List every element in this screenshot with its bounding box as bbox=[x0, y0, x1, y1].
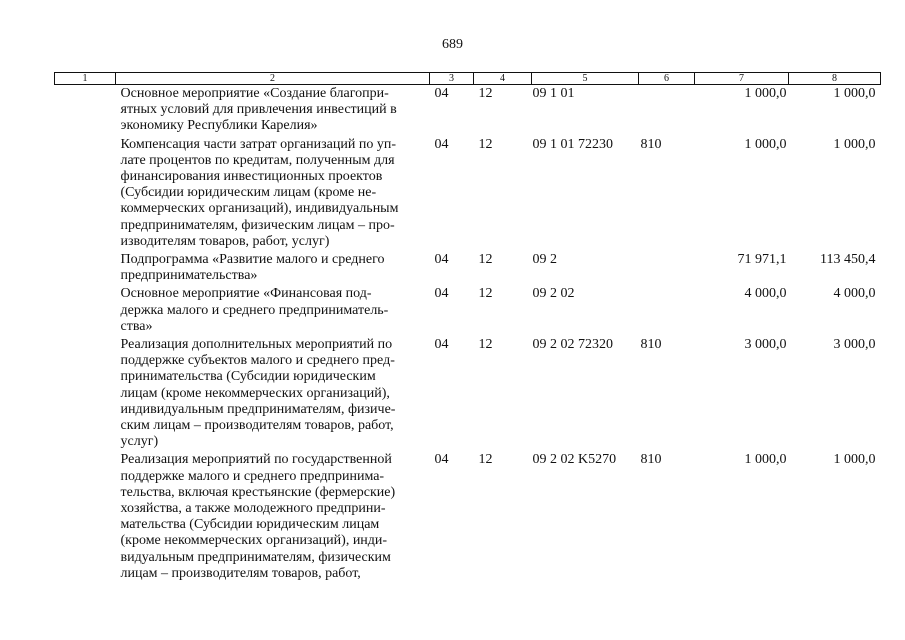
amount-year1-cell: 1 000,0 bbox=[744, 86, 787, 101]
row-name-line: Компенсация части затрат организаций по уп- bbox=[120, 136, 396, 152]
row-name-line: ским лицам – производителям товаров, работ, bbox=[120, 418, 394, 434]
row-name-line: ства» bbox=[120, 318, 153, 334]
row-name-cell bbox=[116, 251, 430, 285]
row-code-cell bbox=[55, 251, 116, 285]
amount-year2-cell: 1 000,0 bbox=[833, 136, 876, 152]
column-number-2: 2 bbox=[116, 73, 430, 85]
amount-year2-cell: 1 000,0 bbox=[833, 86, 876, 101]
row-name-line: экономику Республики Карелия» bbox=[120, 118, 318, 134]
subsection-code-cell: 12 bbox=[478, 452, 493, 468]
amount-year2-cell: 3 000,0 bbox=[833, 337, 876, 353]
column-number-1: 1 bbox=[55, 73, 116, 85]
subsection-code-cell: 12 bbox=[478, 337, 493, 353]
column-number-7: 7 bbox=[695, 73, 789, 85]
row-name-line: поддержке малого и среднего предпринима- bbox=[120, 468, 385, 484]
row-code-cell bbox=[55, 285, 116, 336]
column-number-8: 8 bbox=[789, 73, 881, 85]
row-name-line: индивидуальным предпринимателям, физиче- bbox=[120, 401, 396, 417]
table-row bbox=[55, 285, 881, 336]
budget-table-body bbox=[55, 85, 881, 584]
target-article-cell: 09 1 01 bbox=[532, 86, 575, 101]
row-name-line: Основное мероприятие «Создание благопри- bbox=[120, 86, 389, 101]
amount-year1-cell: 1 000,0 bbox=[744, 136, 787, 152]
section-code-cell: 04 bbox=[434, 337, 449, 353]
page-number: 689 bbox=[442, 37, 463, 52]
section-code-cell: 04 bbox=[434, 452, 449, 468]
table-row bbox=[55, 251, 881, 285]
row-name-line: хозяйства, а также молодежного предприни- bbox=[120, 501, 386, 517]
table-row bbox=[55, 85, 881, 136]
expense-type-cell: 810 bbox=[640, 337, 662, 353]
expense-type-cell bbox=[639, 285, 695, 336]
section-code-cell: 04 bbox=[434, 252, 449, 268]
budget-table bbox=[54, 72, 881, 583]
section-code-cell: 04 bbox=[434, 86, 449, 101]
row-name-cell bbox=[116, 336, 430, 451]
amount-year2-cell: 4 000,0 bbox=[833, 286, 876, 302]
row-name-line: держка малого и среднего предприниматель- bbox=[120, 302, 389, 318]
target-article-cell: 09 1 01 72230 bbox=[532, 136, 613, 152]
row-name-line: (кроме некоммерческих организаций), инди- bbox=[120, 533, 388, 549]
amount-year2-cell: 1 000,0 bbox=[833, 452, 876, 468]
row-name-line: изводителям товаров, работ, услуг) bbox=[120, 233, 330, 249]
amount-year1-cell: 3 000,0 bbox=[744, 337, 787, 353]
row-name-line: видуальным предпринимателям, физическим bbox=[120, 549, 391, 565]
table-row bbox=[55, 136, 881, 251]
row-code-cell bbox=[55, 136, 116, 251]
subsection-code-cell: 12 bbox=[478, 86, 493, 101]
row-name-line: (Субсидии юридическим лицам (кроме не- bbox=[120, 185, 377, 201]
section-code-cell: 04 bbox=[434, 286, 449, 302]
target-article-cell: 09 2 02 K5270 bbox=[532, 452, 617, 468]
expense-type-cell: 810 bbox=[640, 452, 662, 468]
row-name-cell bbox=[116, 285, 430, 336]
row-name-line: лицам – производителям товаров, работ, bbox=[120, 565, 361, 581]
row-code-cell bbox=[55, 85, 116, 136]
row-name-line: тельства, включая крестьянские (фермерские) bbox=[120, 484, 396, 500]
row-code-cell bbox=[55, 451, 116, 583]
column-number-6: 6 bbox=[639, 73, 695, 85]
row-name-line: услуг) bbox=[120, 434, 159, 450]
subsection-code-cell: 12 bbox=[478, 252, 493, 268]
target-article-cell: 09 2 bbox=[532, 252, 557, 268]
table-row bbox=[55, 451, 881, 583]
row-name-cell bbox=[116, 451, 430, 583]
row-name-line: Подпрограмма «Развитие малого и среднего bbox=[120, 252, 385, 268]
section-code-cell: 04 bbox=[434, 136, 449, 152]
column-number-4: 4 bbox=[474, 73, 532, 85]
row-name-line: лицам (кроме некоммерческих организаций), bbox=[120, 385, 390, 401]
table-row bbox=[55, 336, 881, 451]
target-article-cell: 09 2 02 bbox=[532, 286, 575, 302]
expense-type-cell bbox=[639, 251, 695, 285]
row-name-cell bbox=[116, 85, 430, 136]
row-name-line: мательства (Субсидии юридическим лицам bbox=[120, 517, 380, 533]
column-number-3: 3 bbox=[430, 73, 474, 85]
subsection-code-cell: 12 bbox=[478, 286, 493, 302]
amount-year1-cell: 1 000,0 bbox=[744, 452, 787, 468]
row-code-cell bbox=[55, 336, 116, 451]
expense-type-cell bbox=[639, 85, 695, 136]
column-number-header-row bbox=[55, 73, 881, 85]
target-article-cell: 09 2 02 72320 bbox=[532, 337, 613, 353]
expense-type-cell: 810 bbox=[640, 136, 662, 152]
row-name-line: Основное мероприятие «Финансовая под- bbox=[120, 286, 372, 302]
row-name-cell bbox=[116, 136, 430, 251]
row-name-line: финансирования инвестиционных проектов bbox=[120, 169, 383, 185]
row-name-line: Реализация мероприятий по государственной bbox=[120, 452, 392, 468]
subsection-code-cell: 12 bbox=[478, 136, 493, 152]
row-name-line: Реализация дополнительных мероприятий по bbox=[120, 337, 393, 353]
amount-year1-cell: 71 971,1 bbox=[737, 252, 787, 268]
amount-year1-cell: 4 000,0 bbox=[744, 286, 787, 302]
row-name-line: предпринимательства» bbox=[120, 268, 258, 284]
row-name-line: лате процентов по кредитам, полученным для bbox=[120, 152, 395, 168]
amount-year2-cell: 113 450,4 bbox=[820, 252, 876, 268]
row-name-line: ятных условий для привлечения инвестиций в bbox=[120, 102, 397, 118]
row-name-line: принимательства (Субсидии юридическим bbox=[120, 369, 376, 385]
row-name-line: предпринимателям, физическим лицам – про- bbox=[120, 217, 395, 233]
row-name-line: поддержке субъектов малого и среднего пред- bbox=[120, 353, 395, 369]
row-name-line: коммерческих организаций), индивидуальным bbox=[120, 201, 399, 217]
column-number-5: 5 bbox=[532, 73, 639, 85]
